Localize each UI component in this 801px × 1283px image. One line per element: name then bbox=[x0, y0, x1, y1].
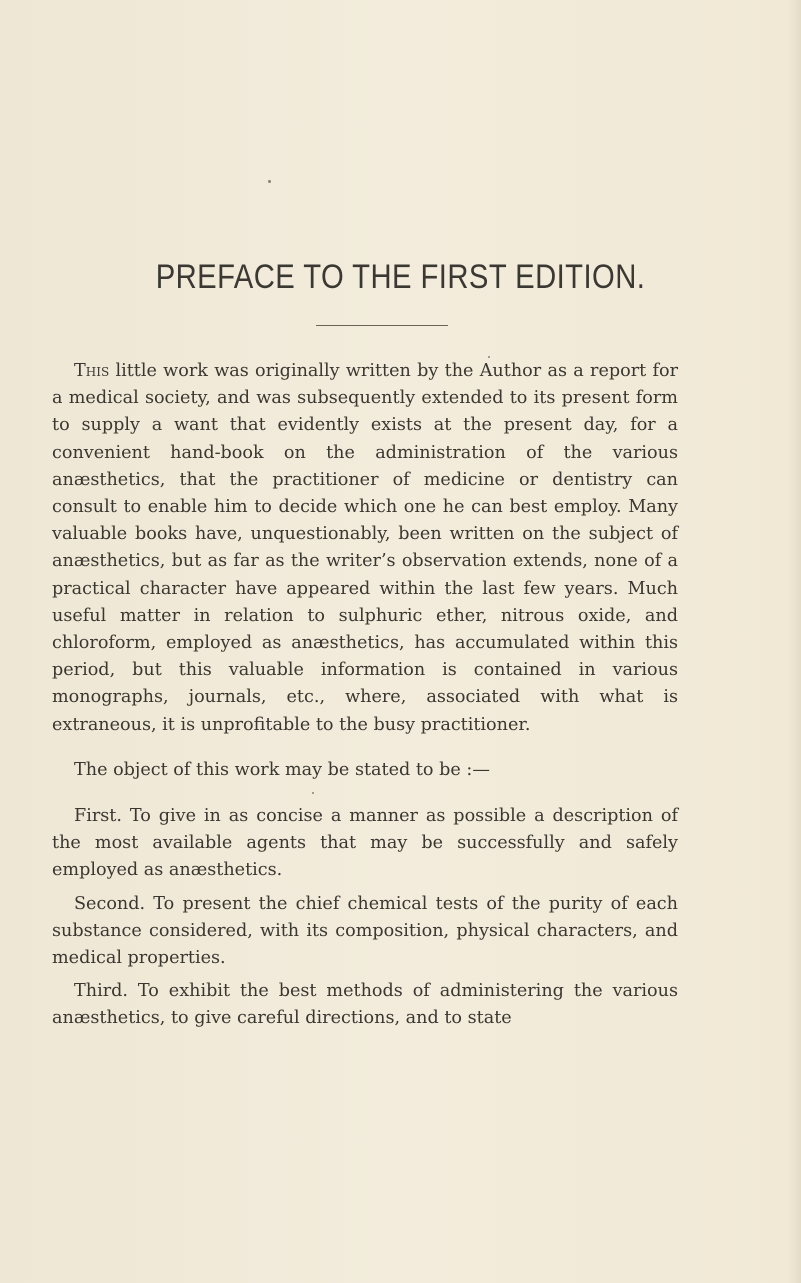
preface-body bbox=[52, 358, 678, 1033]
paragraph-third: Third. To exhibit the best methods of administering the various anæsthetics, to give careful directions, and to state bbox=[52, 981, 678, 1029]
paragraph-lead-word: This bbox=[74, 361, 110, 381]
print-speck bbox=[268, 180, 271, 183]
page-edge-shadow bbox=[787, 0, 801, 1283]
paragraph-first: First. To give in as concise a manner as possible a description of the most available agents that may be successfully and safely employed as anæsthetics. bbox=[52, 806, 678, 881]
print-speck bbox=[312, 792, 314, 794]
paragraph-intro-text: little work was originally written by the Author as a report for a medical society, and was subsequently extended to its present form to supply a want that evidently exists at the present day, for a convenient hand-book on the administration of the various anæsthetics, that the practitioner of medicine or dentistry can consult to enable him to decide which one he can best employ. Many valuable books have, unquestionably, been written on the subject of anæsthetics, but as far as the writer’s observation extends, none of a practical character have appeared within the last few years. Much useful matter in relation to sulphuric ether, nitrous oxide, and chloroform, employed as anæsthetics, has accumulated within this period, but this valuable information is contained in various monographs, journals, etc., where, associated with what is extraneous, it is unprofitable to the busy practitioner. bbox=[52, 361, 678, 735]
paragraph-object: The object of this work may be stated to be :— bbox=[74, 760, 490, 781]
title-rule bbox=[316, 325, 448, 326]
paragraph-second: Second. To present the chief chemical tests of the purity of each substance considered, with its composition, physical characters, and medical properties. bbox=[52, 893, 678, 969]
print-speck bbox=[488, 356, 490, 358]
paragraph-intro bbox=[52, 358, 678, 739]
page-title: PREFACE TO THE FIRST EDITION. bbox=[155, 258, 646, 296]
